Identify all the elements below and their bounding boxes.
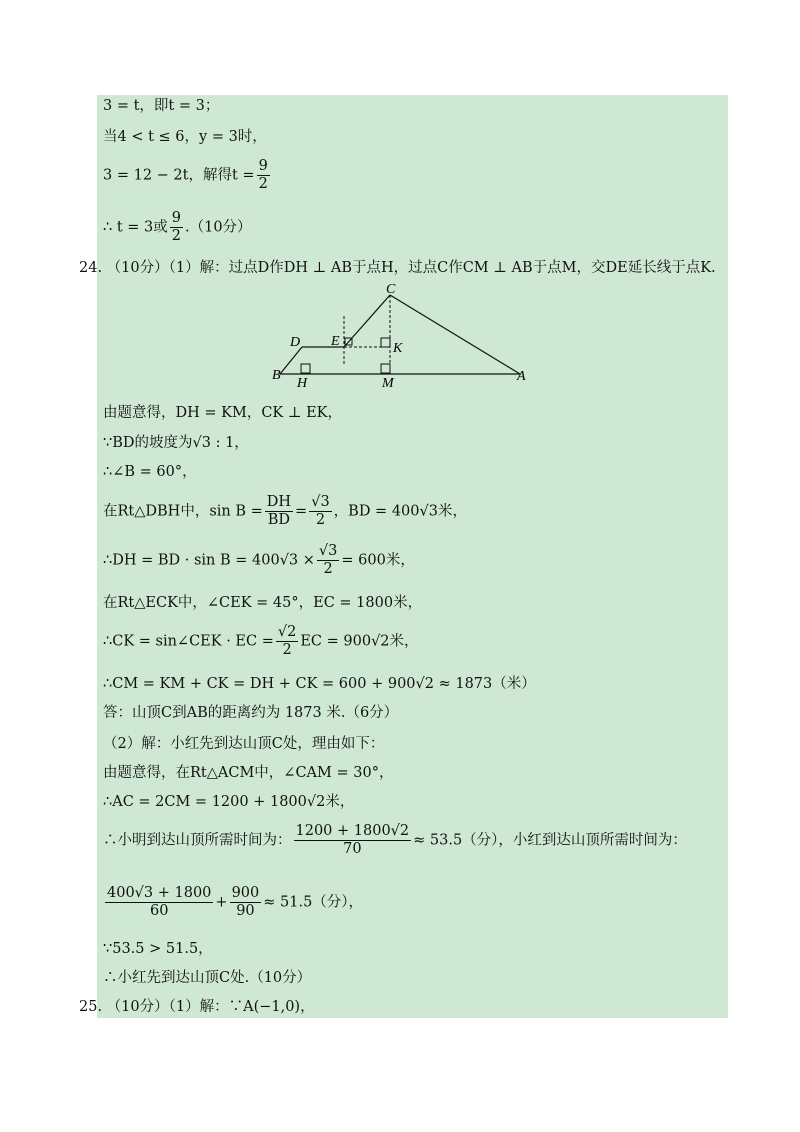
step-p2-6: ∴小红先到达山顶C处.（10分） — [103, 970, 312, 986]
fraction: $\frac{9}{2}$ — [171, 210, 181, 244]
step-1: 由题意得，DH = KM，CK ⊥ EK， — [103, 405, 343, 421]
step-8: ∴CM = KM + CK = DH + CK = 600 + 900√2 ≈ 1873（米） — [103, 676, 536, 692]
label-k: K — [393, 341, 403, 356]
part-2: （2）解：小红先到达山顶C处，理由如下： — [103, 736, 385, 752]
line-3: 3 = 12 − 2t，解得t = $\frac{9}{2}$ — [103, 158, 268, 192]
label-b: B — [272, 368, 281, 383]
step-p2-1: 由题意得，在Rt△ACM中，∠CAM = 30°， — [103, 765, 394, 781]
step-6: 在Rt△ECK中，∠CEK = 45°，EC = 1800米， — [103, 595, 423, 611]
label-d: D — [290, 335, 301, 350]
fraction: $\frac{400√3 + 1800}{60}$ — [107, 885, 212, 919]
question-25: 25. （10分）（1）解：∵A(−1,0)， — [79, 999, 315, 1015]
step-p2-4: $\frac{400√3 + 1800}{60}$ + $\frac{900}{90}$ ≈ 51.5（分）， — [107, 885, 364, 919]
label-e: E — [331, 334, 340, 349]
answer-1: 答：山顶C到AB的距离约为 1873 米.（6分） — [103, 705, 399, 721]
fraction: $\frac{√3}{2}$ — [311, 494, 330, 528]
fraction: $\frac{900}{90}$ — [231, 885, 260, 919]
question-24: 24. （10分）（1）解：过点D作DH ⊥ AB于点H，过点C作CM ⊥ AB于点M，交DE延长线于点K. — [79, 260, 716, 276]
label-m: M — [382, 376, 394, 390]
label-c: C — [386, 284, 396, 297]
line-1: 3 = t，即t = 3； — [103, 98, 220, 114]
step-p2-2: ∴AC = 2CM = 1200 + 1800√2米， — [103, 794, 355, 810]
step-4: 在Rt△DBH中，sin B = $\frac{DH}{BD}$ = $\frac{√3}{2}$ ，BD = 400√3米， — [103, 494, 467, 528]
line-2: 当4 < t ≤ 6，y = 3时， — [103, 129, 267, 145]
fraction: $\frac{DH}{BD}$ — [266, 494, 292, 528]
step-7: ∴CK = sin∠CEK · EC = $\frac{√2}{2}$ EC = 900√2米， — [103, 624, 419, 658]
fraction: $\frac{1200 + 1800√2}{70}$ — [295, 823, 410, 857]
fraction: $\frac{√2}{2}$ — [277, 624, 297, 658]
label-h: H — [297, 376, 308, 390]
fraction: $\frac{√3}{2}$ — [318, 543, 338, 577]
step-p2-3: ∴小明到达山顶所需时间为： $\frac{1200 + 1800√2}{70}$ ≈ 53.5（分），小红到达山顶所需时间为： — [103, 823, 687, 857]
geometry-figure — [270, 284, 540, 390]
step-p2-5: ∵53.5 > 51.5， — [103, 941, 213, 957]
line-4: ∴ t = 3或 $\frac{9}{2}$ .（10分） — [103, 210, 252, 244]
step-5: ∴DH = BD · sin B = 400√3 × $\frac{√3}{2}$ = 600米， — [103, 543, 415, 577]
fraction: $\frac{9}{2}$ — [258, 158, 268, 192]
step-2: ∵BD的坡度为√3 : 1， — [103, 435, 249, 451]
step-3: ∴∠B = 60°， — [103, 464, 197, 480]
label-a: A — [517, 369, 526, 384]
